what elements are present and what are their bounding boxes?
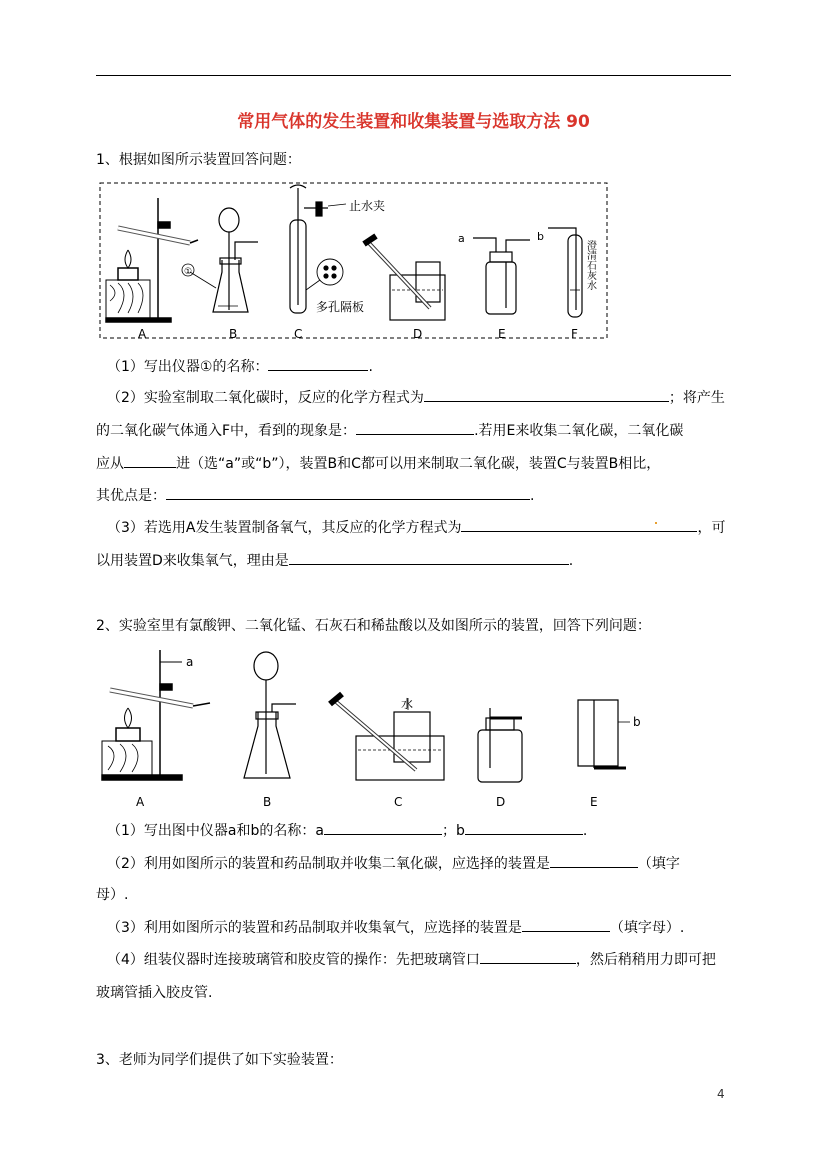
q1-p1: （1）写出仪器①的名称： . bbox=[107, 356, 373, 377]
answer-blank[interactable] bbox=[124, 453, 176, 468]
q2-label-a: A bbox=[136, 795, 145, 809]
q2-callout-b: b bbox=[633, 715, 641, 729]
answer-blank[interactable] bbox=[461, 517, 697, 532]
answer-blank[interactable] bbox=[356, 420, 474, 435]
q2-apparatus-c bbox=[330, 694, 444, 780]
q1-callout-b: b bbox=[537, 230, 544, 243]
q1-apparatus-e bbox=[473, 238, 530, 314]
q2-p4-line1: （4）组装仪器时连接玻璃管和胶皮管的操作：先把玻璃管口 ，然后稍稍用力即可把 bbox=[107, 949, 716, 970]
q1-apparatus-d bbox=[364, 236, 445, 320]
stray-mark bbox=[655, 522, 657, 524]
q1-p2-line1: （2）实验室制取二氧化碳时，反应的化学方程式为 ；将产生 bbox=[107, 387, 725, 408]
q1-label-a: A bbox=[138, 327, 147, 341]
page-title: 常用气体的发生装置和收集装置与选取方法 90 bbox=[237, 112, 590, 132]
q2-apparatus-a bbox=[102, 650, 210, 780]
answer-blank[interactable] bbox=[465, 820, 583, 835]
q1-p3-line1: （3）若选用A发生装置制备氧气，其反应的化学方程式为 ，可 bbox=[107, 517, 725, 538]
q1-apparatus-b bbox=[182, 208, 258, 312]
q1-p2-line3: 应从 进（选“a”或“b”），装置B和C都可以用来制取二氧化碳，装置C与装置B相比， bbox=[96, 453, 660, 474]
q1-p3-line2: 以用装置D来收集氧气，理由是 . bbox=[96, 550, 573, 571]
q1-figure bbox=[98, 180, 610, 342]
answer-blank[interactable] bbox=[324, 820, 442, 835]
q2-callout-water: 水 bbox=[401, 697, 414, 711]
answer-blank[interactable] bbox=[480, 949, 576, 964]
q2-label-d: D bbox=[496, 795, 506, 809]
q1-callout-circle1: ① bbox=[184, 267, 193, 277]
q2-label-b: B bbox=[263, 795, 272, 809]
q2-p2-line2: 母）. bbox=[96, 887, 129, 903]
q1-label-b: B bbox=[229, 327, 238, 341]
q1-apparatus-f bbox=[548, 228, 582, 317]
q2-label-e: E bbox=[590, 795, 598, 809]
q2-p4-line2: 玻璃管插入胶皮管. bbox=[96, 985, 213, 1001]
q1-callout-clamp: 止水夹 bbox=[349, 199, 386, 213]
q2-stem: 2、实验室里有氯酸钾、二氧化锰、石灰石和稀盐酸以及如图所示的装置，回答下列问题： bbox=[96, 618, 651, 634]
q1-apparatus-a bbox=[106, 198, 198, 322]
q3-stem: 3、老师为同学们提供了如下实验装置： bbox=[96, 1052, 343, 1068]
q2-label-c: C bbox=[394, 795, 403, 809]
q2-p1: （1）写出图中仪器a和b的名称：a ；b . bbox=[107, 820, 587, 841]
q1-label-d: D bbox=[413, 327, 423, 341]
q1-p2-line4: 其优点是： . bbox=[96, 485, 534, 506]
q2-apparatus-e bbox=[578, 700, 630, 768]
answer-blank[interactable] bbox=[522, 917, 610, 932]
q2-apparatus-b bbox=[244, 652, 296, 778]
q1-callout-plate: 多孔隔板 bbox=[316, 300, 365, 314]
answer-blank[interactable] bbox=[166, 485, 530, 500]
q2-figure bbox=[98, 648, 641, 813]
header-rule bbox=[96, 75, 731, 76]
q1-label-e: E bbox=[498, 327, 506, 341]
answer-blank[interactable] bbox=[289, 550, 569, 565]
q2-callout-a: a bbox=[186, 655, 194, 669]
answer-blank[interactable] bbox=[424, 387, 669, 402]
q1-callout-limewater: 澄清石灰水 bbox=[584, 240, 596, 290]
q2-p3: （3）利用如图所示的装置和药品制取并收集氧气，应选择的装置是 （填字母）. bbox=[107, 917, 684, 938]
q1-stem: 1、根据如图所示装置回答问题： bbox=[96, 152, 301, 168]
page-number: 4 bbox=[717, 1087, 725, 1101]
q1-label-f: F bbox=[571, 327, 578, 341]
q1-apparatus-c bbox=[290, 185, 346, 313]
q1-callout-a: a bbox=[458, 232, 465, 245]
q2-p2-line1: （2）利用如图所示的装置和药品制取并收集二氧化碳，应选择的装置是 （填字 bbox=[107, 853, 680, 874]
answer-blank[interactable] bbox=[268, 356, 368, 371]
answer-blank[interactable] bbox=[550, 853, 638, 868]
q1-label-c: C bbox=[294, 327, 303, 341]
q1-p2-line2: 的二氧化碳气体通入F中，看到的现象是： .若用E来收集二氧化碳，二氧化碳 bbox=[96, 420, 683, 441]
q2-apparatus-d bbox=[478, 708, 522, 782]
